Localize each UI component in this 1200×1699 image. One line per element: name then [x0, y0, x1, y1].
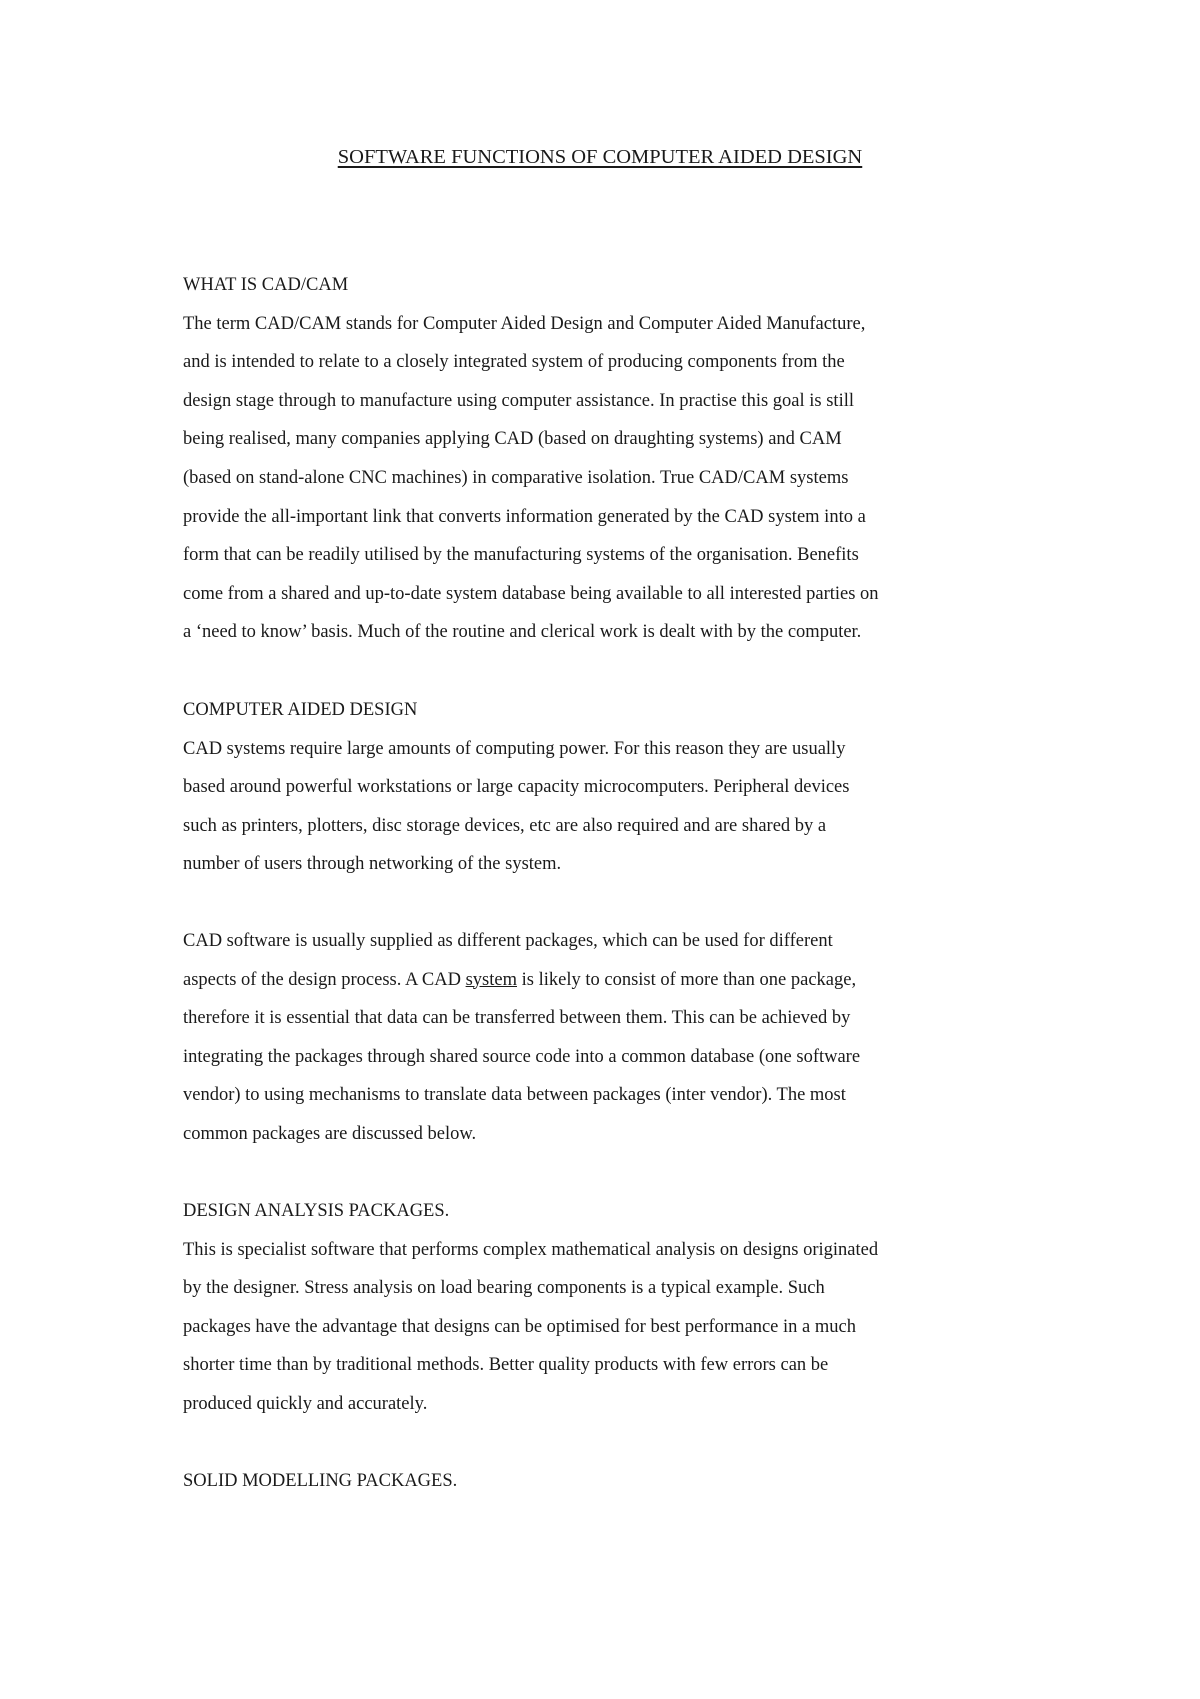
text-line: integrating the packages through shared source code into a common database (one software: [183, 1046, 861, 1067]
text-line: packages have the advantage that designs can be optimised for best performance in a much: [183, 1316, 856, 1337]
text-line: CAD systems require large amounts of computing power. For this reason they are usually: [183, 738, 846, 759]
text-line: The term CAD/CAM stands for Computer Aided Design and Computer Aided Manufacture,: [183, 313, 866, 334]
text-line: [183, 961, 1033, 1000]
section-computer-aided-design: [183, 691, 1033, 884]
text-line: shorter time than by traditional methods. Better quality products with few errors can be: [183, 1355, 829, 1376]
text-line: by the designer. Stress analysis on load bearing components is a typical example. Such: [183, 1278, 825, 1299]
text-line: provide the all-important link that converts information generated by the CAD system into a: [183, 506, 866, 527]
text-run: is likely to consist of more than one package,: [517, 969, 857, 990]
section-design-analysis-packages: [183, 1192, 1033, 1424]
paragraph: [183, 1231, 1033, 1424]
text-line: therefore it is essential that data can be transferred between them. This can be achieved by: [183, 1008, 851, 1029]
paragraph: [183, 922, 1033, 1154]
text-line: and is intended to relate to a closely integrated system of producing components from the: [183, 352, 845, 373]
text-line: such as printers, plotters, disc storage devices, etc are also required and are shared by a: [183, 815, 827, 836]
section-heading: WHAT IS CAD/CAM: [183, 275, 349, 295]
text-line: CAD software is usually supplied as different packages, which can be used for different: [183, 931, 833, 951]
paragraph: [183, 730, 1033, 884]
section-heading: DESIGN ANALYSIS PACKAGES.: [183, 1201, 450, 1221]
section-what-is-cad-cam: [183, 266, 1033, 652]
text-line: number of users through networking of the system.: [183, 854, 562, 875]
text-line: a ‘need to know’ basis. Much of the routine and clerical work is dealt with by the computer.: [183, 622, 862, 643]
section-heading: SOLID MODELLING PACKAGES.: [183, 1471, 458, 1491]
document-title: SOFTWARE FUNCTIONS OF COMPUTER AIDED DESIGN: [337, 146, 863, 168]
text-line: come from a shared and up-to-date system database being available to all interested parties on: [183, 583, 879, 604]
text-line: vendor) to using mechanisms to translate data between packages (inter vendor). The most: [183, 1085, 846, 1106]
text-run: aspects of the design process. A CAD: [183, 969, 466, 990]
underlined-word: system: [465, 969, 517, 990]
text-line: based around powerful workstations or large capacity microcomputers. Peripheral devices: [183, 777, 850, 798]
text-line: produced quickly and accurately.: [183, 1393, 428, 1414]
paragraph: [183, 305, 1033, 652]
section-solid-modelling-packages: [183, 1462, 1033, 1501]
text-line: design stage through to manufacture using computer assistance. In practise this goal is still: [183, 390, 854, 411]
text-line: common packages are discussed below.: [183, 1123, 477, 1144]
text-line: This is specialist software that performs complex mathematical analysis on designs originated: [183, 1239, 879, 1260]
text-line: being realised, many companies applying CAD (based on draughting systems) and CAM: [183, 429, 842, 450]
text-line: form that can be readily utilised by the manufacturing systems of the organisation. Benefits: [183, 545, 859, 566]
section-cad-software: [183, 922, 1033, 1154]
text-line: (based on stand-alone CNC machines) in comparative isolation. True CAD/CAM systems: [183, 467, 849, 488]
section-heading: COMPUTER AIDED DESIGN: [183, 700, 418, 720]
